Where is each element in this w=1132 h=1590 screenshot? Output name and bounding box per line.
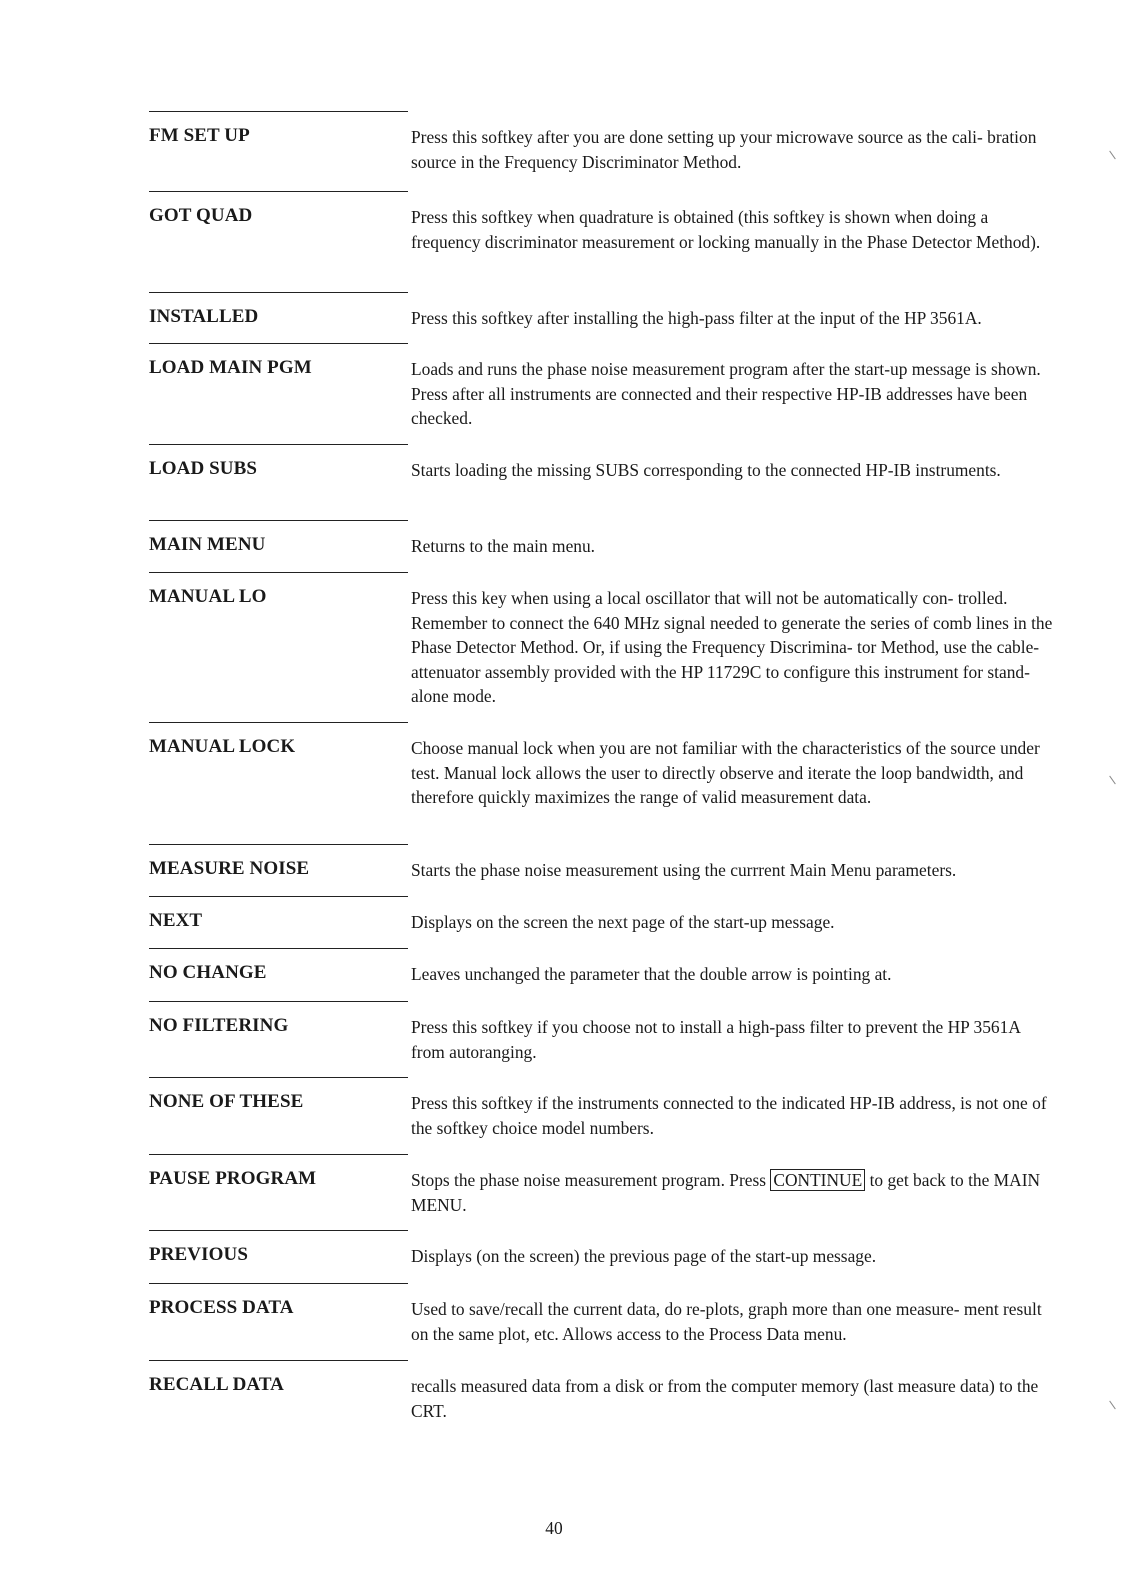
entry-description: Starts loading the missing SUBS corresponding to the connected HP-IB instruments. xyxy=(411,460,1001,480)
entry-term: NEXT xyxy=(149,910,203,931)
continue-key-label: CONTINUE xyxy=(770,1169,865,1191)
divider xyxy=(149,1154,408,1155)
entry-description: Press this key when using a local oscillator that will not be automatically con- trolled. Remember to connect the 640 MHz signal needed to generate the series of comb lines in the Phase Detector Method. Or, if using the Frequency Discrimina- tor Method, use the cable-attenuator assembly provided with the HP 11729C to configure this instrument for stand-alone mode. xyxy=(411,588,1053,707)
scan-mark xyxy=(1109,776,1116,785)
divider xyxy=(149,191,408,192)
divider xyxy=(149,1077,408,1078)
entry-description: Starts the phase noise measurement using the currrent Main Menu parameters. xyxy=(411,860,957,880)
divider xyxy=(149,722,408,723)
entry-description: Displays (on the screen) the previous page of the start-up message. xyxy=(411,1246,877,1266)
entry-description-text: to get back to the MAIN MENU. xyxy=(411,1170,1041,1215)
entry-description: Press this softkey after you are done setting up your microwave source as the cali- bration source in the Frequency Discriminator Method. xyxy=(411,127,1037,172)
entry-description: Returns to the main menu. xyxy=(411,536,596,556)
entry-term: MANUAL LO xyxy=(149,586,267,607)
entry-description xyxy=(411,1168,1057,1217)
scan-mark xyxy=(1109,151,1116,160)
scan-mark xyxy=(1109,1401,1116,1410)
entry-term: NO CHANGE xyxy=(149,962,267,983)
divider xyxy=(149,444,408,445)
entry-description: Press this softkey if you choose not to install a high-pass filter to prevent the HP 3561A from autoranging. xyxy=(411,1017,1020,1062)
entry-term: PROCESS DATA xyxy=(149,1297,294,1318)
divider xyxy=(149,896,408,897)
divider xyxy=(149,948,408,949)
entry-term: RECALL DATA xyxy=(149,1374,284,1395)
entry-description: Press this softkey after installing the high-pass filter at the input of the HP 3561A. xyxy=(411,308,982,328)
divider xyxy=(149,844,408,845)
entry-term: NONE OF THESE xyxy=(149,1091,304,1112)
divider xyxy=(149,520,408,521)
divider xyxy=(149,1283,408,1284)
divider xyxy=(149,111,408,112)
entry-term: LOAD MAIN PGM xyxy=(149,357,312,378)
entry-term: INSTALLED xyxy=(149,306,259,327)
entry-description: Leaves unchanged the parameter that the double arrow is pointing at. xyxy=(411,964,892,984)
entry-term: PAUSE PROGRAM xyxy=(149,1168,317,1189)
divider xyxy=(149,1360,408,1361)
entry-term: GOT QUAD xyxy=(149,205,253,226)
entry-term: PREVIOUS xyxy=(149,1244,248,1265)
page-number: 40 xyxy=(545,1518,563,1538)
entry-description: Loads and runs the phase noise measurement program after the start-up message is shown. Press after all instruments are connected and their respective HP-IB addresses have been checked. xyxy=(411,359,1041,429)
divider xyxy=(149,572,408,573)
divider xyxy=(149,1001,408,1002)
entry-term: LOAD SUBS xyxy=(149,458,258,479)
entry-description: Displays on the screen the next page of the start-up message. xyxy=(411,912,835,932)
entry-term: NO FILTERING xyxy=(149,1015,289,1036)
divider xyxy=(149,292,408,293)
entry-term: FM SET UP xyxy=(149,125,250,146)
entry-description: Choose manual lock when you are not familiar with the characteristics of the source under test. Manual lock allows the user to directly observe and iterate the loop bandwidth, and therefore quickly maximizes the range of valid measurement data. xyxy=(411,738,1040,808)
entry-description: recalls measured data from a disk or from the computer memory (last measure data) to the CRT. xyxy=(411,1376,1039,1421)
divider xyxy=(149,343,408,344)
divider xyxy=(149,1230,408,1231)
entry-term: MAIN MENU xyxy=(149,534,266,555)
entry-description: Used to save/recall the current data, do re-plots, graph more than one measure- ment result on the same plot, etc. Allows access to the Process Data menu. xyxy=(411,1299,1042,1344)
entry-term: MANUAL LOCK xyxy=(149,736,296,757)
entry-term: MEASURE NOISE xyxy=(149,858,310,879)
entry-description: Press this softkey if the instruments connected to the indicated HP-IB address, is not one of the softkey choice model numbers. xyxy=(411,1093,1047,1138)
entry-description: Press this softkey when quadrature is obtained (this softkey is shown when doing a frequency discriminator measurement or locking manually in the Phase Detector Method). xyxy=(411,207,1041,252)
entry-description-text: Stops the phase noise measurement program. Press xyxy=(411,1170,771,1190)
